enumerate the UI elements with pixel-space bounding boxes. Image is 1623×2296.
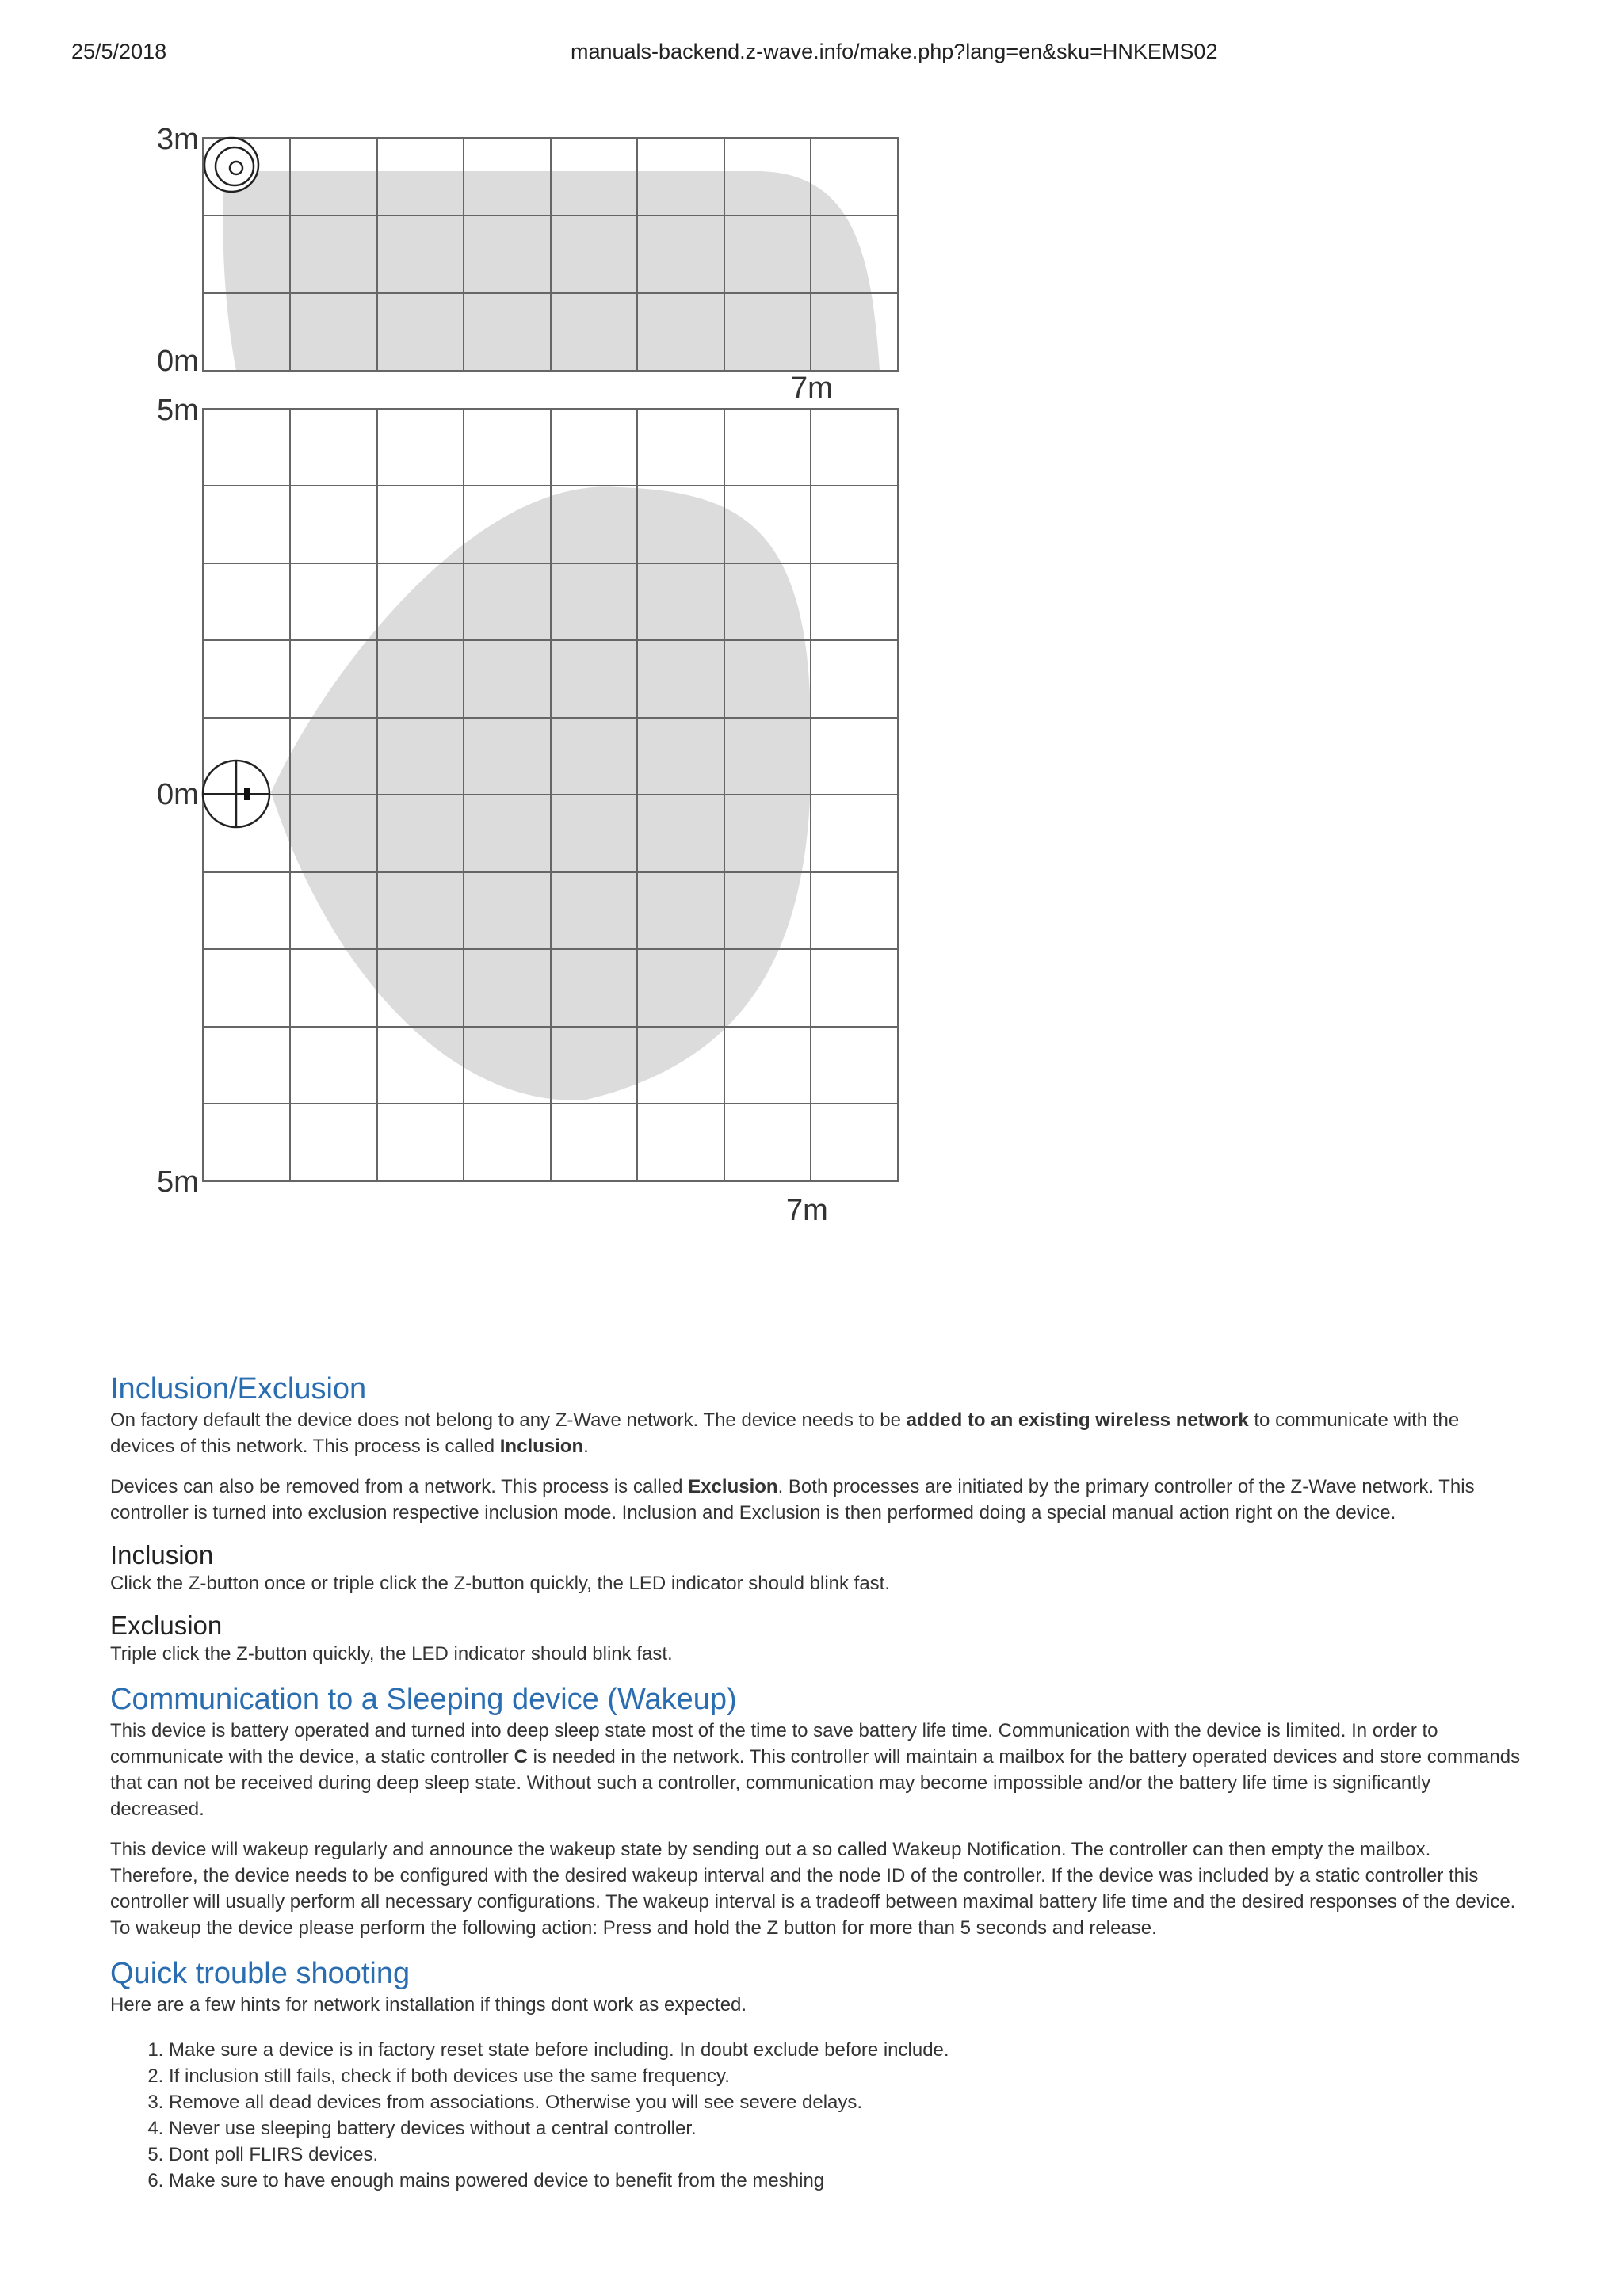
troubleshooting-section <box>110 1955 1521 2194</box>
top-view-diagram <box>157 123 898 405</box>
side-view-grid <box>203 409 898 1181</box>
list-item: 4. Never use sleeping battery devices without a central controller. <box>169 2115 1521 2142</box>
list-item: 1. Make sure a device is in factory reset state before including. In doubt exclude before include. <box>169 2037 1521 2063</box>
wakeup-paragraph-1: This device is battery operated and turned into deep sleep state most of the time to save battery life time. Communication with the device is limited. In order to communicate with the device, a static controller C is needed in the network. This controller will maintain a mailbox for the battery operated devices and store commands that can not be received during deep sleep state. Without such a controller, communication may become impossible and/or the battery life time is significantly decreased. <box>110 1720 1521 1820</box>
inclusion-exclusion-section <box>110 1371 1521 1526</box>
top-view-bottom-label: 0m <box>157 345 199 378</box>
wakeup-section <box>110 1681 1521 1941</box>
inclusion-text: Click the Z-button once or triple click the Z-button quickly, the LED indicator should blink fast. <box>110 1573 891 1594</box>
top-view-range-label: 7m <box>791 372 833 405</box>
exclusion-text: Triple click the Z-button quickly, the LED indicator should blink fast. <box>110 1643 673 1665</box>
header-url: manuals-backend.z-wave.info/make.php?lang=en&sku=HNKEMS02 <box>571 40 1218 63</box>
side-view-top-label: 5m <box>157 394 199 427</box>
list-item: 6. Make sure to have enough mains powered device to benefit from the meshing <box>169 2168 1521 2194</box>
exclusion-section <box>110 1611 1521 1667</box>
wakeup-heading: Communication to a Sleeping device (Wakeup) <box>110 1683 737 1716</box>
troubleshooting-heading: Quick trouble shooting <box>110 1957 411 1990</box>
exclusion-heading: Exclusion <box>110 1611 223 1640</box>
manual-content <box>110 1371 1521 2203</box>
ceiling-sensor-icon <box>204 138 258 192</box>
header-date: 25/5/2018 <box>71 40 167 63</box>
troubleshooting-intro: Here are a few hints for network installation if things dont work as expected. <box>110 1994 747 2016</box>
inclusion-exclusion-paragraph-1: On factory default the device does not belong to any Z-Wave network. The device needs to be added to an existing wireless network to communicate with the devices of this network. This process is called Inclusion. <box>110 1409 1460 1457</box>
list-item: 3. Remove all dead devices from associations. Otherwise you will see severe delays. <box>169 2089 1521 2115</box>
side-view-diagram <box>157 394 898 1227</box>
inclusion-section <box>110 1540 1521 1596</box>
side-view-coverage-area <box>271 486 812 1100</box>
list-item: 2. If inclusion still fails, check if both devices use the same frequency. <box>169 2063 1521 2089</box>
side-view-range-label: 7m <box>786 1194 828 1227</box>
inclusion-exclusion-paragraph-2: Devices can also be removed from a network. This process is called Exclusion. Both processes are initiated by the primary controller of the Z-Wave network. This controller is turned into exclusion respective inclusion mode. Inclusion and Exclusion is then performed doing a special manual action right on the device. <box>110 1476 1475 1524</box>
detection-range-diagram <box>143 119 919 1236</box>
inclusion-heading: Inclusion <box>110 1540 214 1569</box>
inclusion-exclusion-heading: Inclusion/Exclusion <box>110 1372 367 1405</box>
wakeup-paragraph-2: This device will wakeup regularly and announce the wakeup state by sending out a so called Wakeup Notification. The controller can then empty the mailbox. Therefore, the device needs to be configured with the desired wakeup interval and the node ID of the controller. If the device was included by a static controller this controller will usually perform all necessary configurations. The wakeup interval is a tradeoff between maximal battery life time and the desired responses of the device. To wakeup the device please perform the following action: Press and hold the Z button for more than 5 seconds and release. <box>110 1839 1516 1939</box>
troubleshooting-list <box>110 2037 1521 2194</box>
top-view-top-label: 3m <box>157 123 199 156</box>
side-view-bottom-label: 5m <box>157 1165 199 1199</box>
list-item: 5. Dont poll FLIRS devices. <box>169 2142 1521 2168</box>
wall-sensor-icon <box>203 761 269 827</box>
side-view-mid-label: 0m <box>157 778 199 811</box>
